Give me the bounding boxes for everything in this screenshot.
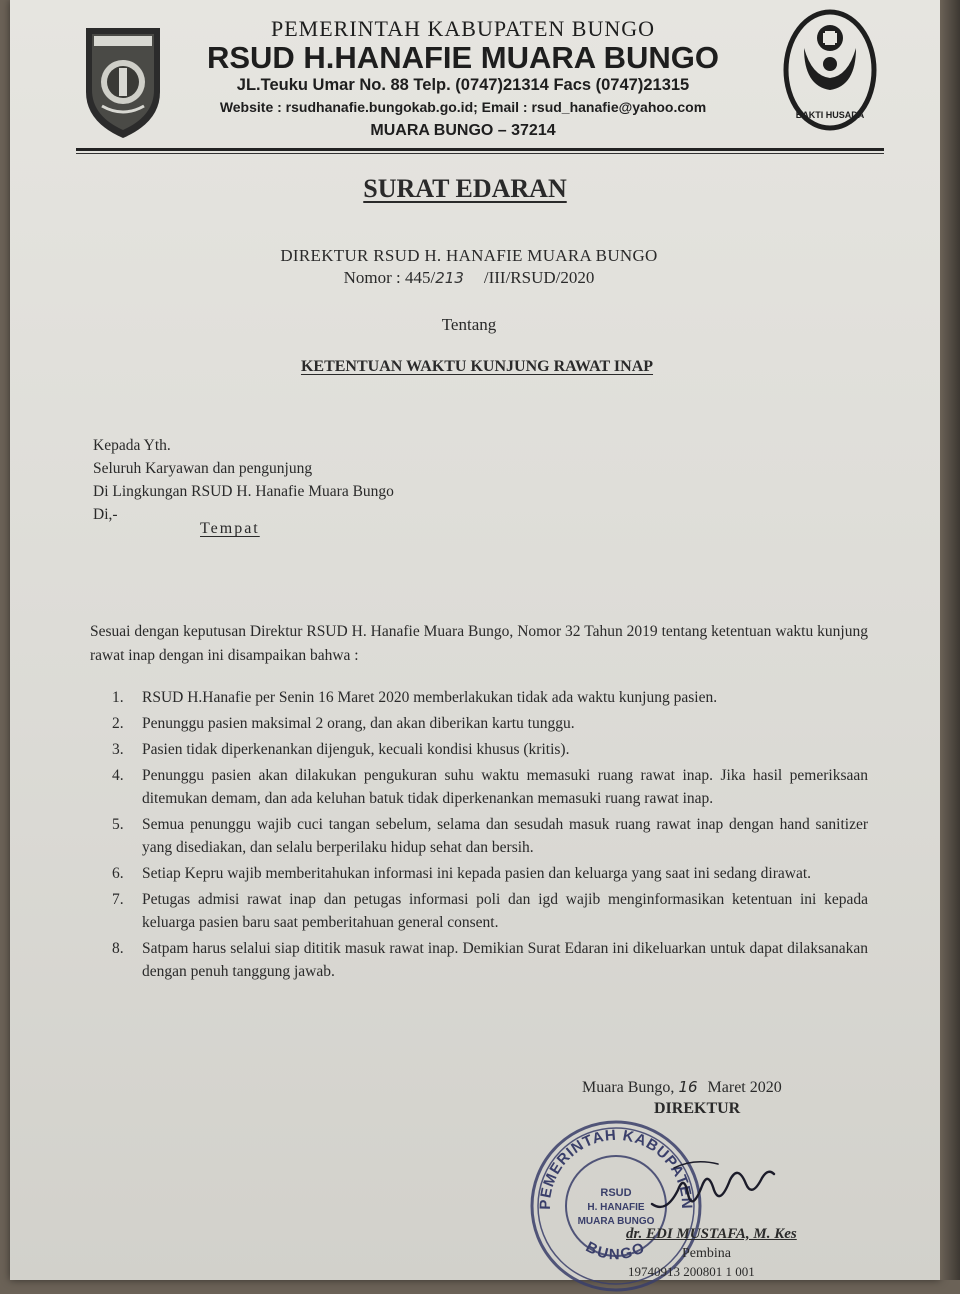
letterhead-divider-thin (76, 153, 884, 154)
letterhead-website-email: Website : rsudhanafie.bungokab.go.id; Email : rsud_hanafie@yahoo.com (219, 99, 707, 115)
closing-date (582, 1078, 782, 1097)
director-signature (648, 1150, 778, 1220)
letterhead-divider-thick (76, 148, 884, 151)
list-item-text: Penunggu pasien akan dilakukan pengukuran suhu waktu memasuki ruang rawat inap. Jika hasil pemeriksaan ditemukan demam, dan ada keluhan batuk tidak diperkenankan memasuki ruang rawat inap. (142, 767, 868, 807)
list-item (90, 937, 868, 983)
list-item-text: Setiap Kepru wajib memberitahukan informasi ini kepada pasien dan keluarga yang saat ini sedang dirawat. (142, 865, 812, 882)
document-number (4, 268, 934, 288)
recipient-line-4: Di,- (93, 506, 118, 523)
bakti-husada-logo-text: BAKTI HUSADA (795, 110, 865, 120)
closing-title: DIREKTUR (654, 1100, 741, 1117)
document-subject: KETENTUAN WAKTU KUNJUNG RAWAT INAP (300, 358, 654, 375)
document-title: SURAT EDARAN (363, 174, 567, 203)
stamp-center-line-1: RSUD (600, 1187, 632, 1199)
signer-rank: Pembina (682, 1246, 731, 1261)
background-edge (940, 0, 960, 1280)
closing-place: Muara Bungo, (582, 1079, 675, 1096)
letterhead-hospital-name: RSUD H.HANAFIE MUARA BUNGO (206, 40, 720, 75)
list-item-text: Petugas admisi rawat inap dan petugas informasi poli dan igd wajib menginformasikan ketentuan ini kepada keluarga pasien baru saat pemberitahuan general consent. (142, 891, 868, 931)
document-issuer: DIREKTUR RSUD H. HANAFIE MUARA BUNGO (280, 246, 658, 265)
recipient-line-3: Di Lingkungan RSUD H. Hanafie Muara Bungo (93, 483, 394, 500)
recipient-block (93, 434, 394, 526)
list-item-number: 4. (112, 767, 124, 784)
document-number-prefix: Nomor : 445/ (343, 268, 436, 287)
provisions-list (90, 686, 868, 986)
stamp-center-line-3: MUARA BUNGO (577, 1216, 655, 1227)
signer-nip: 19740913 200801 1 001 (628, 1264, 755, 1279)
stamp-bottom-text: BUNGO (582, 1238, 650, 1264)
closing-day-handwritten: 16 (678, 1078, 698, 1096)
recipient-line-1: Kepada Yth. (93, 437, 171, 454)
list-item-text: RSUD H.Hanafie per Senin 16 Maret 2020 memberlakukan tidak ada waktu kunjung pasien. (142, 689, 718, 706)
list-item (90, 764, 868, 810)
list-item (90, 686, 868, 709)
list-item (90, 888, 868, 934)
document-number-suffix: /III/RSUD/2020 (483, 268, 595, 287)
closing-month-year: Maret 2020 (707, 1079, 782, 1096)
letter-page (10, 0, 940, 1280)
document-about-label: Tentang (441, 315, 497, 334)
list-item-text: Satpam harus selalui siap dititik masuk rawat inap. Demikian Surat Edaran ini dikeluarkan untuk dapat dilaksanakan dengan penuh tanggung jawab. (142, 940, 868, 980)
letterhead-city-postal: MUARA BUNGO – 37214 (370, 122, 556, 139)
body-intro: Sesuai dengan keputusan Direktur RSUD H. Hanafie Muara Bungo, Nomor 32 Tahun 2019 tentang ketentuan waktu kunjung rawat inap dengan ini disampaikan bahwa : (90, 623, 868, 664)
list-item-number: 1. (112, 689, 124, 706)
list-item (90, 862, 868, 885)
list-item-text: Penunggu pasien maksimal 2 orang, dan akan diberikan kartu tunggu. (142, 715, 575, 732)
list-item-number: 7. (112, 891, 124, 908)
recipient-line-2: Seluruh Karyawan dan pengunjung (93, 460, 313, 477)
list-item (90, 712, 868, 735)
list-item-number: 3. (112, 741, 124, 758)
list-item-number: 6. (112, 865, 124, 882)
list-item-text: Pasien tidak diperkenankan dijenguk, kecuali kondisi khusus (kritis). (142, 741, 570, 758)
letterhead-address: JL.Teuku Umar No. 88 Telp. (0747)21314 Facs (0747)21315 (236, 76, 690, 94)
list-item (90, 813, 868, 859)
list-item (90, 738, 868, 761)
stamp-center-line-2: H. HANAFIE (587, 1202, 645, 1213)
list-item-text: Semua penunggu wajib cuci tangan sebelum, selama dan sesudah masuk ruang rawat inap dengan hand sanitizer yang disediakan, dan selalu berperilaku hidup sehat dan bersih. (142, 816, 868, 856)
letterhead-government: PEMERINTAH KABUPATEN BUNGO (270, 16, 655, 41)
signer-name: dr. EDI MUSTAFA, M. Kes (626, 1226, 797, 1242)
recipient-place: Tempat (200, 520, 260, 537)
list-item-number: 5. (112, 816, 124, 833)
document-number-handwritten: 213 (435, 269, 464, 287)
stamp-ring-text: PEMERINTAH KABUPATEN (536, 1126, 696, 1210)
list-item-number: 8. (112, 940, 124, 957)
list-item-number: 2. (112, 715, 124, 732)
